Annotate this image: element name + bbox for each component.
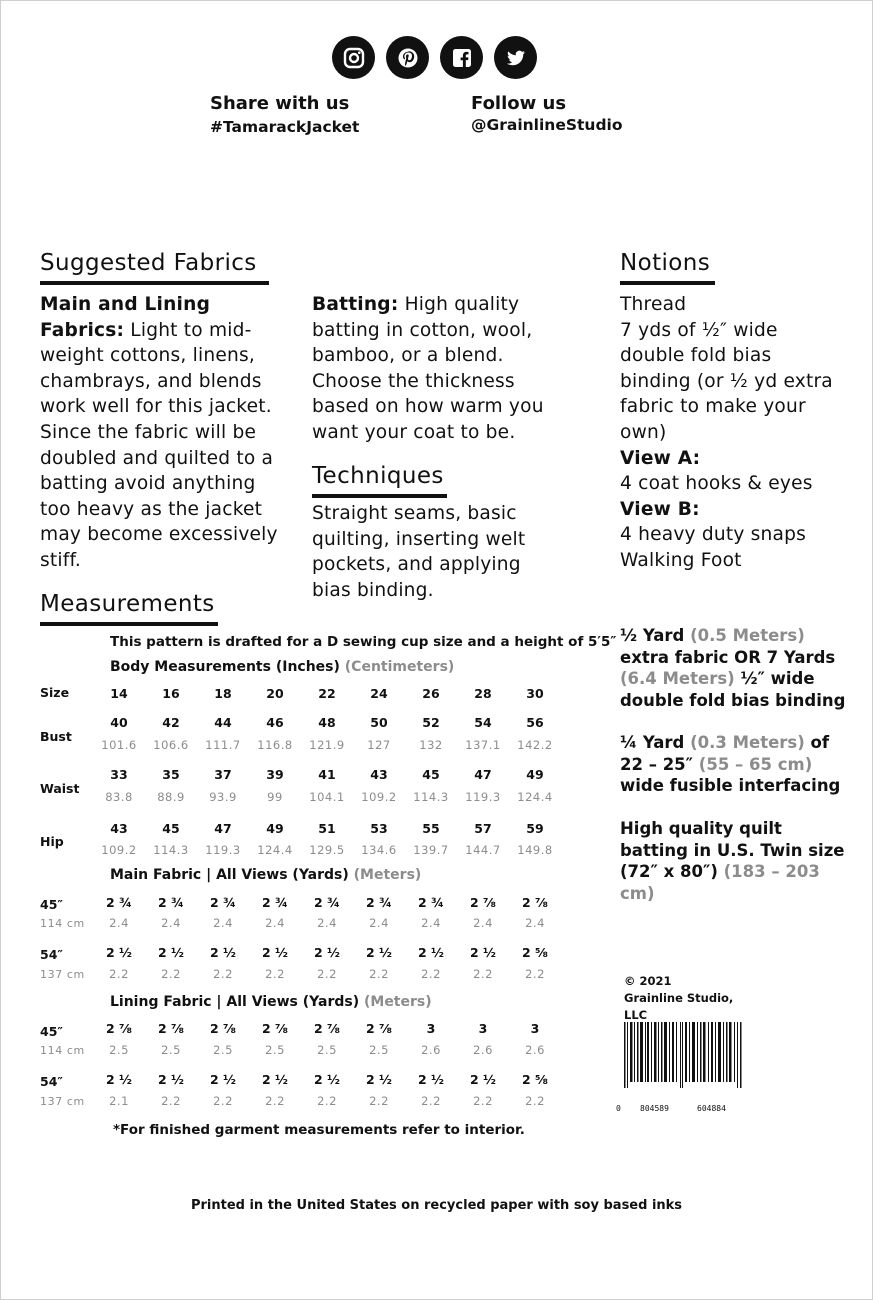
main-54-yd-cell: 2 ½	[158, 945, 184, 960]
lining-45-m-cell: 2.5	[369, 1043, 389, 1057]
main-45-yd-cell: 2 ¾	[262, 895, 288, 910]
extra-notion-bias-binding	[620, 625, 852, 711]
lining-45-label: 45″	[40, 1024, 63, 1039]
extra-notion-3-metric: (183 – 203 cm)	[620, 862, 820, 903]
suggested-fabrics-heading-wrap	[40, 250, 269, 285]
waist-cm-cell: 83.8	[105, 790, 133, 804]
measurements-heading: Measurements	[40, 591, 218, 626]
main-54-m-cell: 2.2	[369, 967, 389, 981]
extra-notion-1-text-2: ½″ wide double fold bias binding	[620, 669, 846, 710]
batting-description: High quality batting in cotton, wool, bamboo, or a blend. Choose the thickness based on how warm you want your coat to be.	[312, 294, 544, 443]
main-45-cm-label: 114 cm	[40, 917, 85, 930]
extra-notion-1-metric-2: (6.4 Meters)	[620, 669, 735, 688]
lining-45-m-cell: 2.6	[421, 1043, 441, 1057]
lining-45-m-cell: 2.6	[473, 1043, 493, 1057]
batting-label: Batting:	[312, 294, 399, 315]
waist-cm-cell: 114.3	[413, 790, 449, 804]
bust-label: Bust	[40, 729, 72, 744]
waist-in-cell: 39	[266, 767, 284, 782]
waist-in-cell: 33	[110, 767, 128, 782]
notions-heading: Notions	[620, 250, 715, 285]
bust-in-cell: 56	[526, 715, 544, 730]
bust-in-cell: 40	[110, 715, 128, 730]
lining-54-yd-cell: 2 ½	[106, 1072, 132, 1087]
lining-45-m-cell: 2.5	[161, 1043, 181, 1057]
main-54-yards-row	[93, 945, 561, 960]
main-45-m-cell: 2.4	[109, 916, 129, 930]
main-54-yd-cell: 2 ½	[470, 945, 496, 960]
waist-in-cell: 41	[318, 767, 336, 782]
instagram-icon[interactable]	[332, 36, 375, 79]
notion-view-b-text: 4 heavy duty snaps	[620, 524, 807, 546]
barcode-digit-left: 0	[616, 1104, 621, 1113]
lining-45-yd-cell: 2 ⅞	[314, 1021, 340, 1036]
lining-54-yd-cell: 2 ½	[366, 1072, 392, 1087]
lining-45-yd-cell: 2 ⅞	[210, 1021, 236, 1036]
twitter-icon[interactable]	[494, 36, 537, 79]
hip-in-cell: 57	[474, 821, 492, 836]
main-54-m-cell: 2.2	[525, 967, 545, 981]
waist-inches-row	[93, 767, 561, 782]
main-lining-fabrics-text	[40, 292, 290, 574]
main-54-yd-cell: 2 ½	[314, 945, 340, 960]
lining-54-m-cell: 2.2	[317, 1094, 337, 1108]
main-45-yards-row	[93, 895, 561, 910]
bust-cm-cell: 132	[419, 738, 443, 752]
waist-in-cell: 45	[422, 767, 440, 782]
hip-in-cell: 49	[266, 821, 284, 836]
barcode-digits-mid: 804589	[640, 1104, 669, 1113]
copyright-company: Grainline Studio,	[624, 991, 734, 1005]
lining-45-yd-cell: 2 ⅞	[106, 1021, 132, 1036]
hip-in-cell: 43	[110, 821, 128, 836]
size-cell: 16	[162, 686, 180, 701]
notion-walking-foot: Walking Foot	[620, 549, 742, 571]
main-54-yd-cell: 2 ½	[418, 945, 444, 960]
lining-54-yd-cell: 2 ⅝	[522, 1072, 548, 1087]
hip-in-cell: 45	[162, 821, 180, 836]
social-icons	[332, 36, 537, 79]
lining-54-meters-row	[93, 1094, 561, 1108]
size-cell: 18	[214, 686, 232, 701]
lining-54-yd-cell: 2 ½	[470, 1072, 496, 1087]
extra-notion-2-text-2: wide fusible interfacing	[620, 776, 841, 795]
lining-54-m-cell: 2.2	[265, 1094, 285, 1108]
extra-notion-interfacing	[620, 732, 852, 797]
main-54-yd-cell: 2 ½	[262, 945, 288, 960]
pinterest-icon[interactable]	[386, 36, 429, 79]
main-45-m-cell: 2.4	[265, 916, 285, 930]
hip-in-cell: 47	[214, 821, 232, 836]
lining-45-m-cell: 2.5	[213, 1043, 233, 1057]
notion-view-b-label: View B:	[620, 498, 700, 520]
main-45-label: 45″	[40, 897, 63, 912]
bust-in-cell: 42	[162, 715, 180, 730]
measurements-footnote: *For finished garment measurements refer to interior.	[113, 1122, 525, 1138]
share-title: Share with us	[210, 93, 350, 114]
main-54-yd-cell: 2 ⅝	[522, 945, 548, 960]
lining-45-m-cell: 2.6	[525, 1043, 545, 1057]
main-54-m-cell: 2.2	[473, 967, 493, 981]
bust-cm-cell: 121.9	[309, 738, 345, 752]
extra-notion-2-metric: (0.3 Meters)	[690, 733, 805, 752]
follow-block	[471, 93, 623, 134]
main-45-yd-cell: 2 ¾	[366, 895, 392, 910]
share-block	[210, 93, 359, 136]
bust-cm-cell: 106.6	[153, 738, 189, 752]
hip-cm-cell: 129.5	[309, 843, 345, 857]
waist-cm-row	[93, 790, 561, 804]
lining-54-yd-cell: 2 ½	[418, 1072, 444, 1087]
main-54-yd-cell: 2 ½	[366, 945, 392, 960]
extra-notion-2-text: of 22 – 25″	[620, 733, 830, 774]
extra-notion-batting	[620, 818, 852, 904]
batting-text	[312, 292, 572, 446]
main-54-m-cell: 2.2	[161, 967, 181, 981]
size-cell: 14	[110, 686, 128, 701]
barcode-image	[624, 1022, 742, 1088]
main-45-yd-cell: 2 ¾	[158, 895, 184, 910]
body-measurements-title	[110, 659, 454, 675]
hip-cm-cell: 109.2	[101, 843, 137, 857]
extra-notion-1-qty: ½ Yard	[620, 626, 685, 645]
bust-cm-cell: 127	[367, 738, 391, 752]
size-cell: 20	[266, 686, 284, 701]
lining-54-m-cell: 2.2	[525, 1094, 545, 1108]
main-fabric-title-meters: (Meters)	[353, 867, 422, 883]
hip-cm-cell: 119.3	[205, 843, 241, 857]
waist-cm-cell: 124.4	[517, 790, 553, 804]
hip-cm-cell: 139.7	[413, 843, 449, 857]
bust-in-cell: 54	[474, 715, 492, 730]
waist-in-cell: 47	[474, 767, 492, 782]
waist-cm-cell: 109.2	[361, 790, 397, 804]
hip-cm-cell: 144.7	[465, 843, 501, 857]
lining-54-m-cell: 2.2	[473, 1094, 493, 1108]
main-45-m-cell: 2.4	[525, 916, 545, 930]
main-45-yd-cell: 2 ¾	[210, 895, 236, 910]
main-fabric-title	[110, 867, 421, 883]
notion-thread: Thread	[620, 294, 687, 315]
hip-in-cell: 53	[370, 821, 388, 836]
main-45-m-cell: 2.4	[421, 916, 441, 930]
lining-fabric-title-meters: (Meters)	[363, 994, 432, 1010]
bust-in-cell: 44	[214, 715, 232, 730]
lining-54-yd-cell: 2 ½	[262, 1072, 288, 1087]
techniques-heading-wrap	[312, 463, 447, 498]
size-cell: 28	[474, 686, 492, 701]
waist-in-cell: 35	[162, 767, 180, 782]
waist-cm-cell: 93.9	[209, 790, 237, 804]
lining-45-yards-row	[93, 1021, 561, 1036]
waist-label: Waist	[40, 781, 80, 796]
main-45-meters-row	[93, 916, 561, 930]
hip-cm-row	[93, 843, 561, 857]
follow-handle[interactable]: @GrainlineStudio	[471, 116, 623, 134]
notion-view-a-text: 4 coat hooks & eyes	[620, 473, 813, 495]
size-cell: 24	[370, 686, 388, 701]
follow-title: Follow us	[471, 93, 567, 114]
main-lining-description: Light to mid-weight cottons, linens, chambrays, and blends work well for this jacket. Since the fabric will be doubled and quilted to a batting avoid anything too heavy as the jacket may become excessively stiff.	[40, 319, 278, 571]
lining-45-yd-cell: 3	[530, 1021, 540, 1036]
lining-54-m-cell: 2.1	[109, 1094, 129, 1108]
lining-45-yd-cell: 3	[426, 1021, 436, 1036]
bust-in-cell: 52	[422, 715, 440, 730]
lining-45-yd-cell: 3	[478, 1021, 488, 1036]
main-45-m-cell: 2.4	[369, 916, 389, 930]
hip-in-cell: 59	[526, 821, 544, 836]
extra-notion-3-text: High quality quilt batting in U.S. Twin size (72″ x 80″)	[620, 819, 845, 881]
main-45-m-cell: 2.4	[161, 916, 181, 930]
lining-54-m-cell: 2.2	[421, 1094, 441, 1108]
bust-in-cell: 46	[266, 715, 284, 730]
lining-54-m-cell: 2.2	[369, 1094, 389, 1108]
techniques-heading: Techniques	[312, 463, 447, 498]
body-measurements-title-imperial: Body Measurements (Inches)	[110, 659, 340, 675]
lining-45-yd-cell: 2 ⅞	[366, 1021, 392, 1036]
main-45-yd-cell: 2 ⅞	[522, 895, 548, 910]
lining-54-label: 54″	[40, 1074, 63, 1089]
hip-cm-cell: 114.3	[153, 843, 189, 857]
printed-footer: Printed in the United States on recycled paper with soy based inks	[190, 1198, 683, 1213]
bust-cm-row	[93, 738, 561, 752]
waist-in-cell: 43	[370, 767, 388, 782]
hip-cm-cell: 149.8	[517, 843, 553, 857]
copyright-llc: LLC	[624, 1008, 648, 1022]
drafted-note: This pattern is drafted for a D sewing cup size and a height of 5′5″	[110, 634, 617, 650]
main-54-m-cell: 2.2	[213, 967, 233, 981]
hip-in-cell: 51	[318, 821, 336, 836]
lining-45-meters-row	[93, 1043, 561, 1057]
extra-notion-1-metric: (0.5 Meters)	[690, 626, 805, 645]
bust-inches-row	[93, 715, 561, 730]
main-fabric-title-yards: Main Fabric | All Views (Yards)	[110, 867, 349, 883]
main-lining-label: Main and Lining Fabrics:	[40, 294, 211, 341]
notions-heading-wrap	[620, 250, 715, 285]
lining-45-m-cell: 2.5	[109, 1043, 129, 1057]
lining-54-yd-cell: 2 ½	[314, 1072, 340, 1087]
main-54-yd-cell: 2 ½	[106, 945, 132, 960]
lining-45-m-cell: 2.5	[317, 1043, 337, 1057]
size-label: Size	[40, 685, 70, 700]
notion-view-a-label: View A:	[620, 447, 701, 469]
techniques-text: Straight seams, basic quilting, inserting welt pockets, and applying bias binding.	[312, 503, 526, 601]
bust-cm-cell: 116.8	[257, 738, 293, 752]
main-54-m-cell: 2.2	[421, 967, 441, 981]
sizes-row	[93, 686, 561, 701]
hip-cm-cell: 134.6	[361, 843, 397, 857]
main-45-yd-cell: 2 ¾	[106, 895, 132, 910]
main-54-m-cell: 2.2	[317, 967, 337, 981]
hip-in-cell: 55	[422, 821, 440, 836]
extra-notion-2-qty: ¼ Yard	[620, 733, 685, 752]
main-54-m-cell: 2.2	[109, 967, 129, 981]
main-54-yd-cell: 2 ½	[210, 945, 236, 960]
measurements-heading-wrap	[40, 591, 218, 626]
lining-54-yd-cell: 2 ½	[210, 1072, 236, 1087]
bust-in-cell: 48	[318, 715, 336, 730]
body-measurements-title-metric: (Centimeters)	[344, 659, 455, 675]
bust-cm-cell: 101.6	[101, 738, 137, 752]
main-45-yd-cell: 2 ¾	[418, 895, 444, 910]
extra-notion-2-metric-2: (55 – 65 cm)	[698, 754, 813, 774]
main-45-yd-cell: 2 ¾	[314, 895, 340, 910]
lining-54-m-cell: 2.2	[161, 1094, 181, 1108]
notions-list	[620, 292, 835, 574]
lining-45-m-cell: 2.5	[265, 1043, 285, 1057]
size-cell: 22	[318, 686, 336, 701]
barcode-digits-right: 604884	[697, 1104, 726, 1113]
main-45-m-cell: 2.4	[317, 916, 337, 930]
lining-fabric-title-yards: Lining Fabric | All Views (Yards)	[110, 994, 360, 1010]
size-cell: 30	[526, 686, 544, 701]
lining-45-yd-cell: 2 ⅞	[262, 1021, 288, 1036]
bust-cm-cell: 111.7	[205, 738, 241, 752]
main-54-meters-row	[93, 967, 561, 981]
waist-cm-cell: 119.3	[465, 790, 501, 804]
main-45-yd-cell: 2 ⅞	[470, 895, 496, 910]
hip-inches-row	[93, 821, 561, 836]
waist-cm-cell: 99	[267, 790, 283, 804]
lining-54-yards-row	[93, 1072, 561, 1087]
lining-54-m-cell: 2.2	[213, 1094, 233, 1108]
lining-54-cm-label: 137 cm	[40, 1095, 85, 1108]
facebook-icon[interactable]	[440, 36, 483, 79]
hip-label: Hip	[40, 834, 64, 849]
bust-cm-cell: 137.1	[465, 738, 501, 752]
main-54-cm-label: 137 cm	[40, 968, 85, 981]
waist-cm-cell: 104.1	[309, 790, 345, 804]
extra-notion-1-text: extra fabric OR 7 Yards	[620, 647, 836, 667]
lining-fabric-title	[110, 994, 432, 1010]
lining-54-yd-cell: 2 ½	[158, 1072, 184, 1087]
waist-cm-cell: 88.9	[157, 790, 185, 804]
main-54-label: 54″	[40, 947, 63, 962]
copyright-year: © 2021	[624, 974, 672, 988]
waist-in-cell: 49	[526, 767, 544, 782]
suggested-fabrics-heading: Suggested Fabrics	[40, 250, 269, 285]
waist-in-cell: 37	[214, 767, 232, 782]
main-54-m-cell: 2.2	[265, 967, 285, 981]
share-hashtag[interactable]: #TamarackJacket	[210, 118, 360, 136]
lining-45-cm-label: 114 cm	[40, 1044, 85, 1057]
copyright-block	[624, 973, 733, 1024]
main-45-m-cell: 2.4	[213, 916, 233, 930]
main-45-m-cell: 2.4	[473, 916, 493, 930]
notion-bias-binding: 7 yds of ½″ wide double fold bias binding (or ½ yd extra fabric to make your own)	[620, 319, 833, 443]
bust-in-cell: 50	[370, 715, 388, 730]
bust-cm-cell: 142.2	[517, 738, 553, 752]
lining-45-yd-cell: 2 ⅞	[158, 1021, 184, 1036]
size-cell: 26	[422, 686, 440, 701]
hip-cm-cell: 124.4	[257, 843, 293, 857]
